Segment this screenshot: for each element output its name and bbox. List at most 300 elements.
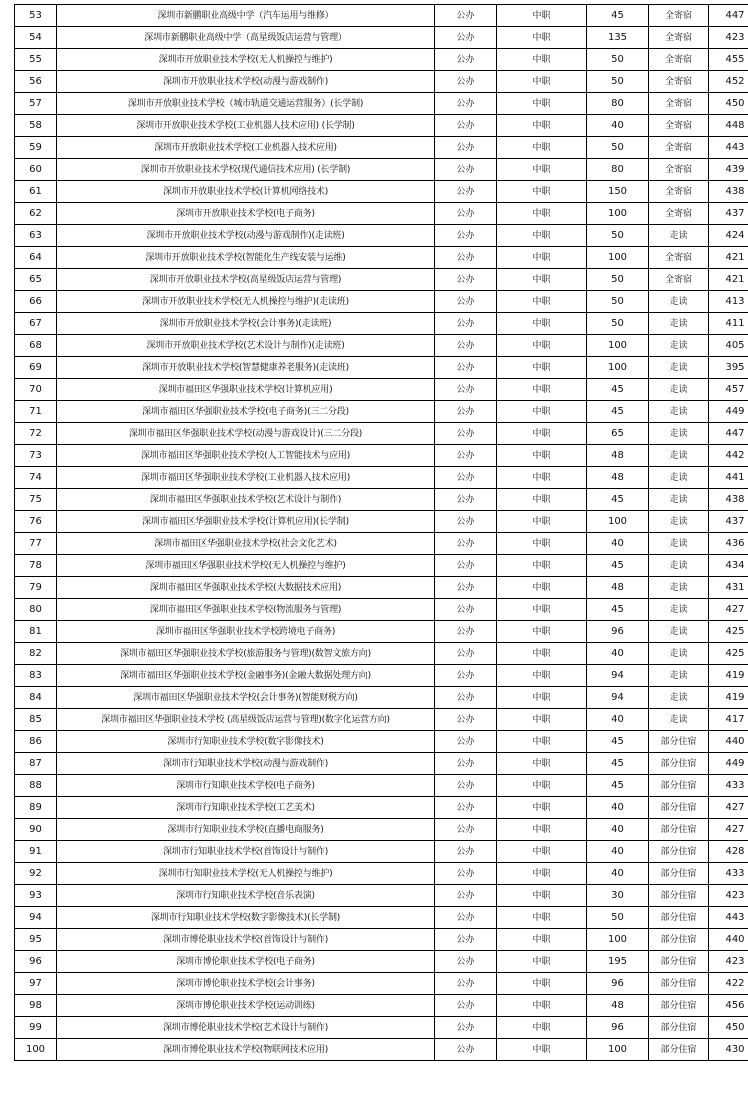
table-row xyxy=(15,819,748,841)
enrollment-plan-cell: 96 xyxy=(587,973,649,995)
education-level-cell: 中职 xyxy=(497,841,587,863)
min-score-cell: 447 xyxy=(709,423,748,445)
school-program-cell: 深圳市行知职业技术学校(动漫与游戏制作) xyxy=(57,753,435,775)
boarding-type-cell: 部分住宿 xyxy=(649,1017,709,1039)
enrollment-plan-cell: 45 xyxy=(587,731,649,753)
row-number-cell: 85 xyxy=(15,709,57,731)
min-score-cell: 456 xyxy=(709,995,748,1017)
ownership-type-cell: 公办 xyxy=(435,555,497,577)
table-row xyxy=(15,885,748,907)
row-number-cell: 99 xyxy=(15,1017,57,1039)
min-score-cell: 442 xyxy=(709,445,748,467)
row-number-cell: 70 xyxy=(15,379,57,401)
enrollment-plan-cell: 195 xyxy=(587,951,649,973)
ownership-type-cell: 公办 xyxy=(435,313,497,335)
ownership-type-cell: 公办 xyxy=(435,841,497,863)
min-score-cell: 437 xyxy=(709,511,748,533)
education-level-cell: 中职 xyxy=(497,137,587,159)
row-number-cell: 59 xyxy=(15,137,57,159)
row-number-cell: 74 xyxy=(15,467,57,489)
table-row xyxy=(15,313,748,335)
min-score-cell: 421 xyxy=(709,247,748,269)
table-row xyxy=(15,379,748,401)
table-row xyxy=(15,467,748,489)
boarding-type-cell: 走读 xyxy=(649,401,709,423)
school-program-cell: 深圳市福田区华强职业技术学校(人工智能技术与应用) xyxy=(57,445,435,467)
ownership-type-cell: 公办 xyxy=(435,511,497,533)
enrollment-plan-cell: 45 xyxy=(587,401,649,423)
school-program-cell: 深圳市开放职业技术学校（城市轨道交通运营服务）(长学制) xyxy=(57,93,435,115)
ownership-type-cell: 公办 xyxy=(435,93,497,115)
school-program-cell: 深圳市行知职业技术学校(工艺美术) xyxy=(57,797,435,819)
education-level-cell: 中职 xyxy=(497,269,587,291)
min-score-cell: 433 xyxy=(709,863,748,885)
enrollment-plan-cell: 94 xyxy=(587,665,649,687)
ownership-type-cell: 公办 xyxy=(435,863,497,885)
enrollment-plan-cell: 40 xyxy=(587,533,649,555)
row-number-cell: 86 xyxy=(15,731,57,753)
enrollment-plan-cell: 40 xyxy=(587,709,649,731)
enrollment-plan-cell: 45 xyxy=(587,5,649,27)
school-program-cell: 深圳市开放职业技术学校(计算机网络技术) xyxy=(57,181,435,203)
ownership-type-cell: 公办 xyxy=(435,357,497,379)
school-program-cell: 深圳市行知职业技术学校(无人机操控与维护) xyxy=(57,863,435,885)
table-row xyxy=(15,797,748,819)
table-row xyxy=(15,71,748,93)
school-program-cell: 深圳市福田区华强职业技术学校(社会文化艺术) xyxy=(57,533,435,555)
ownership-type-cell: 公办 xyxy=(435,907,497,929)
min-score-cell: 440 xyxy=(709,929,748,951)
min-score-cell: 430 xyxy=(709,1039,748,1061)
table-row xyxy=(15,775,748,797)
table-row xyxy=(15,159,748,181)
school-program-cell: 深圳市福田区华强职业技术学校(电子商务)(三二分段) xyxy=(57,401,435,423)
enrollment-plan-cell: 100 xyxy=(587,357,649,379)
enrollment-plan-cell: 94 xyxy=(587,687,649,709)
row-number-cell: 88 xyxy=(15,775,57,797)
table-row xyxy=(15,841,748,863)
education-level-cell: 中职 xyxy=(497,731,587,753)
school-program-cell: 深圳市行知职业技术学校(音乐表演) xyxy=(57,885,435,907)
boarding-type-cell: 走读 xyxy=(649,687,709,709)
row-number-cell: 65 xyxy=(15,269,57,291)
education-level-cell: 中职 xyxy=(497,555,587,577)
table-row xyxy=(15,643,748,665)
education-level-cell: 中职 xyxy=(497,995,587,1017)
ownership-type-cell: 公办 xyxy=(435,643,497,665)
enrollment-plan-cell: 100 xyxy=(587,247,649,269)
table-row xyxy=(15,555,748,577)
enrollment-plan-cell: 50 xyxy=(587,313,649,335)
school-program-cell: 深圳市行知职业技术学校(数字影像技术)(长学制) xyxy=(57,907,435,929)
boarding-type-cell: 走读 xyxy=(649,313,709,335)
ownership-type-cell: 公办 xyxy=(435,1017,497,1039)
table-row xyxy=(15,115,748,137)
boarding-type-cell: 全寄宿 xyxy=(649,247,709,269)
table-row xyxy=(15,445,748,467)
min-score-cell: 423 xyxy=(709,27,748,49)
table-row xyxy=(15,863,748,885)
table-row xyxy=(15,907,748,929)
enrollment-plan-cell: 45 xyxy=(587,555,649,577)
ownership-type-cell: 公办 xyxy=(435,291,497,313)
education-level-cell: 中职 xyxy=(497,181,587,203)
enrollment-plan-cell: 45 xyxy=(587,599,649,621)
table-row xyxy=(15,1017,748,1039)
ownership-type-cell: 公办 xyxy=(435,115,497,137)
table-row xyxy=(15,665,748,687)
enrollment-plan-cell: 40 xyxy=(587,797,649,819)
table-row xyxy=(15,533,748,555)
education-level-cell: 中职 xyxy=(497,753,587,775)
education-level-cell: 中职 xyxy=(497,5,587,27)
ownership-type-cell: 公办 xyxy=(435,951,497,973)
ownership-type-cell: 公办 xyxy=(435,665,497,687)
education-level-cell: 中职 xyxy=(497,159,587,181)
education-level-cell: 中职 xyxy=(497,819,587,841)
school-program-cell: 深圳市开放职业技术学校(动漫与游戏制作)(走读班) xyxy=(57,225,435,247)
row-number-cell: 73 xyxy=(15,445,57,467)
ownership-type-cell: 公办 xyxy=(435,423,497,445)
ownership-type-cell: 公办 xyxy=(435,973,497,995)
min-score-cell: 427 xyxy=(709,797,748,819)
ownership-type-cell: 公办 xyxy=(435,731,497,753)
enrollment-plan-cell: 96 xyxy=(587,1017,649,1039)
ownership-type-cell: 公办 xyxy=(435,995,497,1017)
boarding-type-cell: 部分住宿 xyxy=(649,863,709,885)
ownership-type-cell: 公办 xyxy=(435,5,497,27)
table-row xyxy=(15,687,748,709)
education-level-cell: 中职 xyxy=(497,401,587,423)
table-row xyxy=(15,929,748,951)
boarding-type-cell: 全寄宿 xyxy=(649,27,709,49)
row-number-cell: 84 xyxy=(15,687,57,709)
boarding-type-cell: 走读 xyxy=(649,467,709,489)
boarding-type-cell: 走读 xyxy=(649,599,709,621)
row-number-cell: 81 xyxy=(15,621,57,643)
table-row xyxy=(15,291,748,313)
table-row xyxy=(15,709,748,731)
boarding-type-cell: 部分住宿 xyxy=(649,731,709,753)
ownership-type-cell: 公办 xyxy=(435,489,497,511)
min-score-cell: 443 xyxy=(709,907,748,929)
enrollment-plan-cell: 100 xyxy=(587,203,649,225)
min-score-cell: 422 xyxy=(709,973,748,995)
enrollment-plan-cell: 40 xyxy=(587,115,649,137)
ownership-type-cell: 公办 xyxy=(435,445,497,467)
row-number-cell: 58 xyxy=(15,115,57,137)
education-level-cell: 中职 xyxy=(497,885,587,907)
admission-score-table xyxy=(14,4,748,1061)
row-number-cell: 80 xyxy=(15,599,57,621)
boarding-type-cell: 走读 xyxy=(649,665,709,687)
row-number-cell: 92 xyxy=(15,863,57,885)
ownership-type-cell: 公办 xyxy=(435,401,497,423)
row-number-cell: 76 xyxy=(15,511,57,533)
boarding-type-cell: 部分住宿 xyxy=(649,973,709,995)
table-row xyxy=(15,49,748,71)
school-program-cell: 深圳市开放职业技术学校(现代通信技术应用) (长学制) xyxy=(57,159,435,181)
row-number-cell: 91 xyxy=(15,841,57,863)
row-number-cell: 87 xyxy=(15,753,57,775)
school-program-cell: 深圳市福田区华强职业技术学校(金融事务)(金融大数据处理方向) xyxy=(57,665,435,687)
row-number-cell: 82 xyxy=(15,643,57,665)
row-number-cell: 90 xyxy=(15,819,57,841)
education-level-cell: 中职 xyxy=(497,93,587,115)
row-number-cell: 83 xyxy=(15,665,57,687)
education-level-cell: 中职 xyxy=(497,951,587,973)
row-number-cell: 79 xyxy=(15,577,57,599)
min-score-cell: 455 xyxy=(709,49,748,71)
min-score-cell: 449 xyxy=(709,753,748,775)
boarding-type-cell: 全寄宿 xyxy=(649,115,709,137)
education-level-cell: 中职 xyxy=(497,445,587,467)
school-program-cell: 深圳市博伦职业技术学校(运动训练) xyxy=(57,995,435,1017)
boarding-type-cell: 全寄宿 xyxy=(649,269,709,291)
enrollment-plan-cell: 48 xyxy=(587,445,649,467)
boarding-type-cell: 部分住宿 xyxy=(649,775,709,797)
enrollment-plan-cell: 45 xyxy=(587,489,649,511)
row-number-cell: 77 xyxy=(15,533,57,555)
min-score-cell: 449 xyxy=(709,401,748,423)
enrollment-plan-cell: 100 xyxy=(587,335,649,357)
education-level-cell: 中职 xyxy=(497,335,587,357)
enrollment-plan-cell: 65 xyxy=(587,423,649,445)
min-score-cell: 450 xyxy=(709,93,748,115)
education-level-cell: 中职 xyxy=(497,621,587,643)
enrollment-plan-cell: 50 xyxy=(587,907,649,929)
min-score-cell: 424 xyxy=(709,225,748,247)
school-program-cell: 深圳市新鹏职业高级中学（汽车运用与维修） xyxy=(57,5,435,27)
education-level-cell: 中职 xyxy=(497,357,587,379)
min-score-cell: 433 xyxy=(709,775,748,797)
min-score-cell: 439 xyxy=(709,159,748,181)
boarding-type-cell: 全寄宿 xyxy=(649,203,709,225)
boarding-type-cell: 走读 xyxy=(649,357,709,379)
table-row xyxy=(15,5,748,27)
row-number-cell: 67 xyxy=(15,313,57,335)
boarding-type-cell: 走读 xyxy=(649,225,709,247)
boarding-type-cell: 部分住宿 xyxy=(649,841,709,863)
boarding-type-cell: 走读 xyxy=(649,621,709,643)
boarding-type-cell: 全寄宿 xyxy=(649,137,709,159)
boarding-type-cell: 走读 xyxy=(649,423,709,445)
school-program-cell: 深圳市博伦职业技术学校(艺术设计与制作) xyxy=(57,1017,435,1039)
table-row xyxy=(15,599,748,621)
table-row xyxy=(15,335,748,357)
ownership-type-cell: 公办 xyxy=(435,599,497,621)
boarding-type-cell: 走读 xyxy=(649,555,709,577)
boarding-type-cell: 走读 xyxy=(649,335,709,357)
ownership-type-cell: 公办 xyxy=(435,753,497,775)
enrollment-plan-cell: 45 xyxy=(587,775,649,797)
min-score-cell: 450 xyxy=(709,1017,748,1039)
table-row xyxy=(15,423,748,445)
education-level-cell: 中职 xyxy=(497,797,587,819)
ownership-type-cell: 公办 xyxy=(435,687,497,709)
boarding-type-cell: 全寄宿 xyxy=(649,5,709,27)
boarding-type-cell: 全寄宿 xyxy=(649,159,709,181)
table-row xyxy=(15,181,748,203)
table-row xyxy=(15,401,748,423)
boarding-type-cell: 全寄宿 xyxy=(649,181,709,203)
enrollment-plan-cell: 100 xyxy=(587,929,649,951)
table-row xyxy=(15,269,748,291)
min-score-cell: 423 xyxy=(709,951,748,973)
education-level-cell: 中职 xyxy=(497,423,587,445)
enrollment-plan-cell: 50 xyxy=(587,225,649,247)
education-level-cell: 中职 xyxy=(497,489,587,511)
boarding-type-cell: 走读 xyxy=(649,533,709,555)
education-level-cell: 中职 xyxy=(497,643,587,665)
school-program-cell: 深圳市博伦职业技术学校(首饰设计与制作) xyxy=(57,929,435,951)
school-program-cell: 深圳市福田区华强职业技术学校(艺术设计与制作) xyxy=(57,489,435,511)
ownership-type-cell: 公办 xyxy=(435,269,497,291)
enrollment-plan-cell: 40 xyxy=(587,643,649,665)
school-program-cell: 深圳市开放职业技术学校(工业机器人技术应用) (长学制) xyxy=(57,115,435,137)
min-score-cell: 438 xyxy=(709,489,748,511)
enrollment-plan-cell: 100 xyxy=(587,511,649,533)
ownership-type-cell: 公办 xyxy=(435,247,497,269)
boarding-type-cell: 部分住宿 xyxy=(649,995,709,1017)
school-program-cell: 深圳市开放职业技术学校(会计事务)(走读班) xyxy=(57,313,435,335)
education-level-cell: 中职 xyxy=(497,577,587,599)
table-row xyxy=(15,247,748,269)
min-score-cell: 421 xyxy=(709,269,748,291)
boarding-type-cell: 部分住宿 xyxy=(649,819,709,841)
enrollment-plan-cell: 150 xyxy=(587,181,649,203)
row-number-cell: 61 xyxy=(15,181,57,203)
row-number-cell: 69 xyxy=(15,357,57,379)
enrollment-plan-cell: 100 xyxy=(587,1039,649,1061)
ownership-type-cell: 公办 xyxy=(435,467,497,489)
row-number-cell: 75 xyxy=(15,489,57,511)
school-program-cell: 深圳市开放职业技术学校(动漫与游戏制作) xyxy=(57,71,435,93)
boarding-type-cell: 部分住宿 xyxy=(649,885,709,907)
table-row xyxy=(15,357,748,379)
min-score-cell: 431 xyxy=(709,577,748,599)
enrollment-plan-cell: 48 xyxy=(587,995,649,1017)
min-score-cell: 448 xyxy=(709,115,748,137)
boarding-type-cell: 部分住宿 xyxy=(649,951,709,973)
min-score-cell: 447 xyxy=(709,5,748,27)
row-number-cell: 54 xyxy=(15,27,57,49)
boarding-type-cell: 走读 xyxy=(649,489,709,511)
table-row xyxy=(15,951,748,973)
boarding-type-cell: 部分住宿 xyxy=(649,907,709,929)
min-score-cell: 419 xyxy=(709,665,748,687)
education-level-cell: 中职 xyxy=(497,665,587,687)
table-row xyxy=(15,203,748,225)
boarding-type-cell: 走读 xyxy=(649,291,709,313)
row-number-cell: 98 xyxy=(15,995,57,1017)
enrollment-plan-cell: 45 xyxy=(587,379,649,401)
education-level-cell: 中职 xyxy=(497,291,587,313)
row-number-cell: 96 xyxy=(15,951,57,973)
school-program-cell: 深圳市福田区华强职业技术学校跨境电子商务) xyxy=(57,621,435,643)
school-program-cell: 深圳市福田区华强职业技术学校(计算机应用)(长学制) xyxy=(57,511,435,533)
ownership-type-cell: 公办 xyxy=(435,49,497,71)
table-row xyxy=(15,511,748,533)
school-program-cell: 深圳市开放职业技术学校(电子商务) xyxy=(57,203,435,225)
min-score-cell: 413 xyxy=(709,291,748,313)
row-number-cell: 72 xyxy=(15,423,57,445)
boarding-type-cell: 走读 xyxy=(649,709,709,731)
row-number-cell: 100 xyxy=(15,1039,57,1061)
education-level-cell: 中职 xyxy=(497,599,587,621)
boarding-type-cell: 全寄宿 xyxy=(649,71,709,93)
min-score-cell: 427 xyxy=(709,599,748,621)
enrollment-plan-cell: 30 xyxy=(587,885,649,907)
min-score-cell: 441 xyxy=(709,467,748,489)
school-program-cell: 深圳市福田区华强职业技术学校(工业机器人技术应用) xyxy=(57,467,435,489)
enrollment-plan-cell: 50 xyxy=(587,269,649,291)
school-program-cell: 深圳市福田区华强职业技术学校 (高星级饭店运营与管理)(数字化运营方向) xyxy=(57,709,435,731)
enrollment-plan-cell: 40 xyxy=(587,863,649,885)
ownership-type-cell: 公办 xyxy=(435,203,497,225)
school-program-cell: 深圳市开放职业技术学校(艺术设计与制作)(走读班) xyxy=(57,335,435,357)
enrollment-plan-cell: 40 xyxy=(587,819,649,841)
education-level-cell: 中职 xyxy=(497,49,587,71)
education-level-cell: 中职 xyxy=(497,687,587,709)
school-program-cell: 深圳市开放职业技术学校(无人机操控与维护)(走读班) xyxy=(57,291,435,313)
row-number-cell: 94 xyxy=(15,907,57,929)
education-level-cell: 中职 xyxy=(497,775,587,797)
table-row xyxy=(15,93,748,115)
school-program-cell: 深圳市行知职业技术学校(电子商务) xyxy=(57,775,435,797)
school-program-cell: 深圳市新鹏职业高级中学（高星级饭店运营与管理） xyxy=(57,27,435,49)
education-level-cell: 中职 xyxy=(497,467,587,489)
table-row xyxy=(15,753,748,775)
table-row xyxy=(15,731,748,753)
ownership-type-cell: 公办 xyxy=(435,379,497,401)
education-level-cell: 中职 xyxy=(497,247,587,269)
min-score-cell: 437 xyxy=(709,203,748,225)
min-score-cell: 395 xyxy=(709,357,748,379)
boarding-type-cell: 走读 xyxy=(649,577,709,599)
education-level-cell: 中职 xyxy=(497,203,587,225)
enrollment-plan-cell: 80 xyxy=(587,93,649,115)
min-score-cell: 405 xyxy=(709,335,748,357)
row-number-cell: 95 xyxy=(15,929,57,951)
min-score-cell: 417 xyxy=(709,709,748,731)
education-level-cell: 中职 xyxy=(497,863,587,885)
enrollment-plan-cell: 48 xyxy=(587,577,649,599)
row-number-cell: 78 xyxy=(15,555,57,577)
row-number-cell: 64 xyxy=(15,247,57,269)
school-program-cell: 深圳市博伦职业技术学校(物联网技术应用) xyxy=(57,1039,435,1061)
row-number-cell: 57 xyxy=(15,93,57,115)
ownership-type-cell: 公办 xyxy=(435,1039,497,1061)
min-score-cell: 438 xyxy=(709,181,748,203)
education-level-cell: 中职 xyxy=(497,71,587,93)
school-program-cell: 深圳市开放职业技术学校(智慧健康养老服务)(走读班) xyxy=(57,357,435,379)
school-program-cell: 深圳市福田区华强职业技术学校(动漫与游戏设计)(三二分段) xyxy=(57,423,435,445)
school-program-cell: 深圳市福田区华强职业技术学校(旅游服务与管理)(数智文旅方向) xyxy=(57,643,435,665)
enrollment-plan-cell: 50 xyxy=(587,291,649,313)
ownership-type-cell: 公办 xyxy=(435,27,497,49)
min-score-cell: 434 xyxy=(709,555,748,577)
school-program-cell: 深圳市福田区华强职业技术学校(大数据技术应用) xyxy=(57,577,435,599)
school-program-cell: 深圳市博伦职业技术学校(电子商务) xyxy=(57,951,435,973)
min-score-cell: 419 xyxy=(709,687,748,709)
min-score-cell: 436 xyxy=(709,533,748,555)
min-score-cell: 427 xyxy=(709,819,748,841)
min-score-cell: 423 xyxy=(709,885,748,907)
school-program-cell: 深圳市福田区华强职业技术学校(无人机操控与维护) xyxy=(57,555,435,577)
table-row xyxy=(15,225,748,247)
row-number-cell: 53 xyxy=(15,5,57,27)
